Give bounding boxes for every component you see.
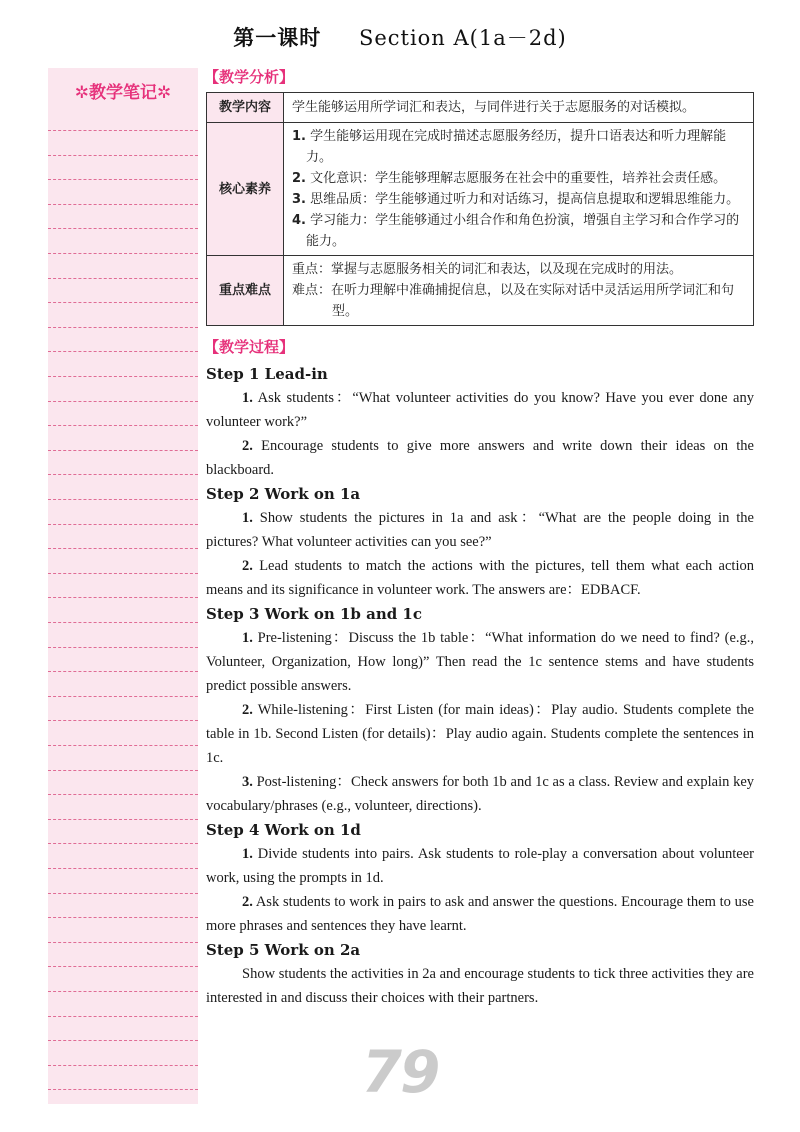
note-line [48, 351, 198, 352]
main-content [206, 66, 754, 1010]
teaching-notes-sidebar [48, 68, 198, 1104]
note-line [48, 868, 198, 869]
note-line [48, 597, 198, 598]
note-line [48, 819, 198, 820]
note-line [48, 991, 198, 992]
note-line [48, 376, 198, 377]
row-list [284, 123, 754, 256]
note-line [48, 179, 198, 180]
note-line [48, 450, 198, 451]
list-item: 重点：掌握与志愿服务相关的词汇和表达，以及现在完成时的用法。 [292, 262, 683, 277]
note-line [48, 745, 198, 746]
note-line [48, 671, 198, 672]
step-paragraph: 1. Pre-listening：Discuss the 1b table：“What information do we need to find? (e.g., Volunteer, Organization, How long)” Then read the 1c sentence stems and have students predict possible answers. [206, 630, 754, 694]
row-label: 核心素养 [207, 123, 284, 256]
note-line [48, 696, 198, 697]
step-title: Step 1 Lead-in [206, 365, 328, 383]
table-row [207, 256, 754, 326]
note-line [48, 1016, 198, 1017]
note-line [48, 327, 198, 328]
list-item: 3. 思维品质：学生能够通过听力和对话练习，提高信息提取和逻辑思维能力。 [292, 192, 740, 207]
note-line [48, 302, 198, 303]
note-line [48, 524, 198, 525]
note-line [48, 720, 198, 721]
note-line [48, 228, 198, 229]
note-line [48, 253, 198, 254]
row-label: 重点难点 [207, 256, 284, 326]
note-line [48, 130, 198, 131]
lesson-title-zh: 第一课时 [233, 25, 322, 50]
note-line [48, 474, 198, 475]
process-section [206, 336, 754, 1010]
step-paragraph: 2. Encourage students to give more answers and write down their ideas on the blackboard. [206, 438, 754, 478]
step-paragraph: 2. Lead students to match the actions with the pictures, tell them what each action means and its significance in volunteer work. The answers are：EDBACF. [206, 558, 754, 598]
note-line [48, 770, 198, 771]
process-heading: 【教学过程】 [204, 338, 295, 356]
analysis-heading: 【教学分析】 [204, 68, 295, 86]
note-line [48, 278, 198, 279]
note-line [48, 942, 198, 943]
table-row [207, 123, 754, 256]
analysis-table [206, 92, 754, 326]
note-line [48, 843, 198, 844]
step-paragraph: 2. While-listening：First Listen (for main ideas)：Play audio. Students complete the table in 1b. Second Listen (for details)：Play audio again. Students complete the sentences in 1c. [206, 702, 754, 766]
note-line [48, 401, 198, 402]
step-paragraph: Show students the activities in 2a and encourage students to tick three activities they are interested in and discuss their choices with their partners. [206, 966, 754, 1006]
note-line [48, 966, 198, 967]
list-item: 4. 学习能力：学生能够通过小组合作和角色扮演，增强自主学习和合作学习的能力。 [292, 213, 740, 249]
step-paragraph: 1. Divide students into pairs. Ask students to role-play a conversation about volunteer work, using the prompts in 1d. [206, 846, 754, 886]
list-item: 1. 学生能够运用现在完成时描述志愿服务经历，提升口语表达和听力理解能力。 [292, 129, 727, 165]
lesson-title-en: Section A(1a－2d) [358, 26, 567, 50]
sidebar-title: ✲教学笔记✲ [74, 83, 172, 103]
note-line [48, 647, 198, 648]
list-item: 2. 文化意识：学生能够理解志愿服务在社会中的重要性，培养社会责任感。 [292, 171, 727, 186]
note-line [48, 917, 198, 918]
note-line [48, 499, 198, 500]
note-line [48, 1065, 198, 1066]
row-text: 学生能够运用所学词汇和表达，与同伴进行关于志愿服务的对话模拟。 [284, 93, 754, 123]
step-title: Step 4 Work on 1d [206, 821, 361, 839]
step-paragraph: 3. Post-listening：Check answers for both 1b and 1c as a class. Review and explain key vocabulary/phrases (e.g., volunteer, directions). [206, 774, 754, 814]
step-paragraph: 1. Ask students：“What volunteer activities do you know? Have you ever done any volunteer work?” [206, 390, 754, 430]
page-number: 79 [361, 1038, 439, 1106]
note-line [48, 204, 198, 205]
note-line [48, 893, 198, 894]
step-title: Step 5 Work on 2a [206, 941, 361, 959]
step-title: Step 2 Work on 1a [206, 485, 361, 503]
step-paragraph: 1. Show students the pictures in 1a and ask：“What are the people doing in the pictures? What volunteer activities can you see?” [206, 510, 754, 550]
note-line [48, 794, 198, 795]
row-label: 教学内容 [207, 93, 284, 123]
step-title: Step 3 Work on 1b and 1c [206, 605, 423, 623]
note-line [48, 155, 198, 156]
note-line [48, 573, 198, 574]
table-row [207, 93, 754, 123]
note-line [48, 548, 198, 549]
step-paragraph: 2. Ask students to work in pairs to ask and answer the questions. Encourage them to use more phrases and sentences they have learnt. [206, 894, 754, 934]
list-item: 难点：在听力理解中准确捕捉信息，以及在实际对话中灵活运用所学词汇和句型。 [292, 283, 735, 319]
row-list [284, 256, 754, 326]
note-line [48, 425, 198, 426]
note-line [48, 1089, 198, 1090]
page-title [0, 22, 800, 52]
note-line [48, 1040, 198, 1041]
note-line [48, 622, 198, 623]
